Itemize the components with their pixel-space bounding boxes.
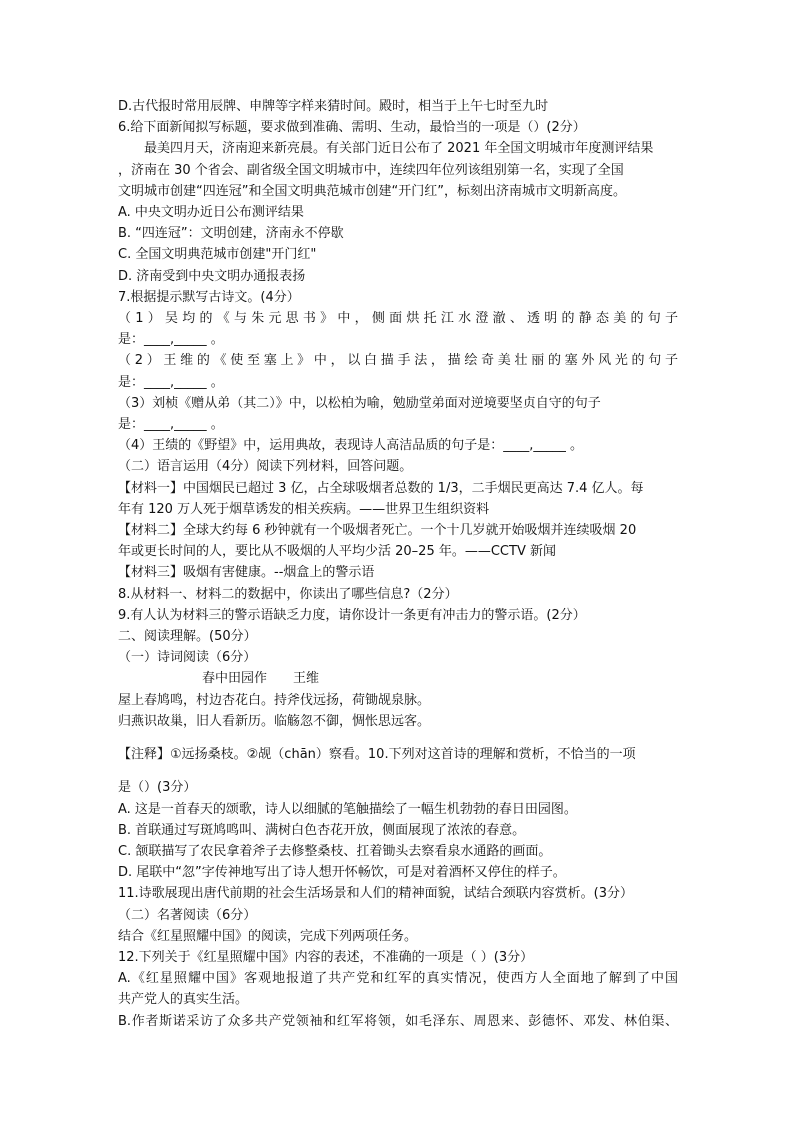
q6-news-2: ，济南在 30 个省会、副省级全国文明城市中，连续四年位列该组别第一名，实现了全国	[118, 162, 624, 178]
poem-line-1: 屋上春鸠鸣，村边杏花白。持斧伐远扬，荷锄觇泉脉。	[118, 692, 431, 708]
q5-option-d: D.古代报时常用辰牌、申牌等字样来猜时间。殿时，相当于上午七时至九时	[118, 99, 549, 114]
material-1b: 年有 120 万人死于烟草诱发的相关疾病。——世界卫生组织资料	[118, 501, 490, 517]
material-1a: 【材料一】中国烟民已超过 3 亿，占全球吸烟者总数的 1/3，二手烟民更高达 7.4 亿人。每	[118, 480, 644, 496]
poem-title-text: 春中田园作	[202, 671, 268, 687]
q12-stem: 12.下列关于《红星照耀中国》内容的表述，不准确的一项是（ ）(3分）	[118, 949, 534, 965]
q7-1a: （1）吴均的《与朱元思书》中，侧面烘托江水澄澈、透明的静态美的句子	[118, 311, 678, 327]
exam-page	[118, 96, 678, 1032]
q7-2b: 是：____,_____ 。	[118, 374, 224, 390]
q10-option-b: B. 首联通过写斑鸠鸣叫、满树白色杏花开放，侧面展现了浓浓的春意。	[118, 822, 526, 838]
q11: 11.诗歌展现出唐代前期的社会生活场景和人们的精神面貌，试结合颈联内容赏析。(3分）	[118, 886, 634, 902]
section-2-language: （二）语言运用（4分）阅读下列材料，回答问题。	[118, 459, 413, 475]
q12-option-a2: 共产党人的真实生活。	[118, 992, 249, 1008]
q9: 9.有人认为材料三的警示语缺乏力度，请你设计一条更有冲击力的警示语。(2分）	[118, 607, 586, 623]
q6-option-b: B. “四连冠”：文明创建，济南永不停歇	[118, 226, 344, 242]
material-2a: 【材料二】全球大约每 6 秒钟就有一个吸烟者死亡。一个十几岁就开始吸烟并连续吸烟 20	[118, 523, 637, 539]
q6-option-d: D. 济南受到中央文明办通报表扬	[118, 268, 306, 284]
material-3: 【材料三】吸烟有害健康。--烟盒上的警示语	[118, 565, 375, 581]
q6-option-a: A. 中央文明办近日公布测评结果	[118, 205, 304, 221]
q10-stem: 是（）(3分）	[118, 780, 197, 796]
q10-option-c: C. 颔联描写了农民拿着斧子去修整桑枝、扛着锄头去察看泉水通路的画面。	[118, 843, 552, 859]
q7-stem: 7.根据提示默写古诗文。(4分）	[118, 289, 300, 305]
spacer	[118, 732, 678, 744]
q10-option-a: A. 这是一首春天的颂歌，诗人以细腻的笔触描绘了一幅生机勃勃的春日田园图。	[118, 801, 577, 817]
q7-4: （4）王绩的《野望》中，运用典故，表现诗人高洁品质的句子是：____,_____ 。	[118, 438, 584, 454]
poem-title	[118, 668, 678, 689]
q12-option-b1: B.作者斯诺采访了众多共产党领袖和红军将领，如毛泽东、周恩来、彭德怀、邓发、林伯渠、	[118, 1013, 678, 1029]
q6-option-c: C. 全国文明典范城市创建"开门红"	[118, 247, 317, 263]
section-1-poetry: （一）诗词阅读（6分）	[118, 650, 257, 666]
q10-option-d: D. 尾联中“忽”字传神地写出了诗人想开怀畅饮，可是对着酒杯又停住的样子。	[118, 865, 566, 881]
classics-intro: 结合《红星照耀中国》的阅读，完成下列两项任务。	[118, 928, 418, 944]
poem-line-2: 归燕识故巢，旧人看新历。临觞忽不御，惆怅思远客。	[118, 713, 431, 729]
q6-news-1: 最美四月天，济南迎来新亮晨。有关部门近日公布了 2021 年全国文明城市年度测评结果	[144, 141, 654, 157]
q6-news-3: 文明城市创建“四连冠”和全国文明典范城市创建“开门红”，标刻出济南城市文明新高度。	[118, 183, 626, 199]
q7-1b: 是：____,_____ 。	[118, 332, 224, 348]
poem-author: 王维	[293, 671, 320, 687]
material-2b: 年或更长时间的人，要比从不吸烟的人平均少活 20–25 年。——CCTV 新闻	[118, 544, 556, 560]
poem-note: 【注释】①远扬桑枝。②觇（chān）察看。10.下列对这首诗的理解和赏析，不恰当的一项	[118, 747, 636, 763]
part-2: 二、阅读理解。(50分）	[118, 629, 257, 645]
spacer	[118, 765, 678, 777]
q8: 8.从材料一、材料二的数据中，你读出了哪些信息?（2分）	[118, 586, 458, 602]
q6-stem: 6.给下面新闻拟写标题，要求做到准确、需明、生动，最恰当的一项是（）(2分）	[118, 120, 586, 136]
q7-3b: 是：____,_____ 。	[118, 417, 224, 433]
section-2-classics: （二）名著阅读（6分）	[118, 907, 257, 923]
q7-2a: （2）王维的《使至塞上》中，以白描手法，描绘奇美壮丽的塞外风光的句子	[118, 353, 678, 369]
q12-option-a1: A.《红星照耀中国》客观地报道了共产党和红军的真实情况，使西方人全面地了解到了中国	[118, 971, 678, 987]
q7-3a: （3）刘桢《赠从弟（其二）》中，以松柏为喻，勉励堂弟面对逆境要坚贞自守的句子	[118, 395, 601, 411]
